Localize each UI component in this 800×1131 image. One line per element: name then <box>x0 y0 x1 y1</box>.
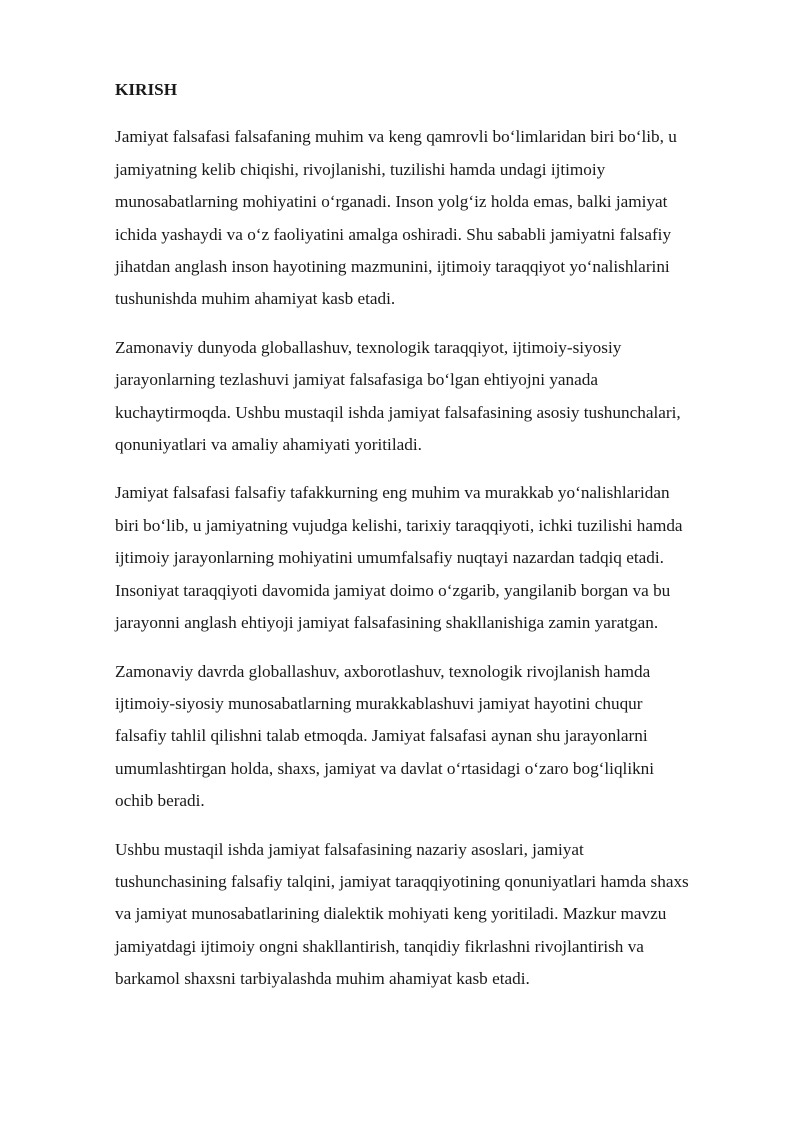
text-line: falsafiy tahlil qilishni talab etmoqda. Jamiyat falsafasi aynan shu jarayonlarni <box>115 726 648 746</box>
text-line: jihatdan anglash inson hayotining mazmunini, ijtimoiy taraqqiyot yoʻnalishlarini <box>115 257 670 277</box>
paragraph-3 <box>115 477 755 639</box>
text-line: jarayonlarning tezlashuvi jamiyat falsafasiga boʻlgan ehtiyojni yanada <box>115 370 598 390</box>
text-line: ijtimoiy jarayonlarning mohiyatini umumfalsafiy nuqtayi nazardan tadqiq etadi. <box>115 548 664 568</box>
text-line: Jamiyat falsafasi falsafaning muhim va keng qamrovli boʻlimlaridan biri boʻlib, u <box>115 127 677 147</box>
text-line: tushunishda muhim ahamiyat kasb etadi. <box>115 289 396 309</box>
text-line: qonuniyatlari va amaliy ahamiyati yoritiladi. <box>115 435 422 455</box>
text-line: Zamonaviy davrda globallashuv, axborotlashuv, texnologik rivojlanish hamda <box>115 661 651 681</box>
text-line: munosabatlarning mohiyatini oʻrganadi. Inson yolgʻiz holda emas, balki jamiyat <box>115 192 668 212</box>
text-line: barkamol shaxsni tarbiyalashda muhim ahamiyat kasb etadi. <box>115 969 530 989</box>
text-line: Ushbu mustaqil ishda jamiyat falsafasining nazariy asoslari, jamiyat <box>115 839 584 859</box>
paragraph-2 <box>115 332 755 462</box>
text-line: jamiyatning kelib chiqishi, rivojlanishi, tuzilishi hamda undagi ijtimoiy <box>115 159 606 179</box>
text-line: kuchaytirmoqda. Ushbu mustaqil ishda jamiyat falsafasining asosiy tushunchalari, <box>115 402 681 422</box>
paragraph-1 <box>115 121 755 315</box>
text-line: ochib beradi. <box>115 791 205 811</box>
text-line: va jamiyat munosabatlarining dialektik mohiyati keng yoritiladi. Mazkur mavzu <box>115 904 667 924</box>
text-line: jarayonni anglash ehtiyoji jamiyat falsafasining shakllanishiga zamin yaratgan. <box>115 613 659 633</box>
text-line: biri boʻlib, u jamiyatning vujudga kelishi, tarixiy taraqqiyoti, ichki tuzilishi hamda <box>115 515 683 535</box>
text-line: tushunchasining falsafiy talqini, jamiyat taraqqiyotining qonuniyatlari hamda shaxs <box>115 871 689 891</box>
text-line: ichida yashaydi va oʻz faoliyatini amalga oshiradi. Shu sababli jamiyatni falsafiy <box>115 224 672 244</box>
text-line: umumlashtirgan holda, shaxs, jamiyat va davlat oʻrtasidagi oʻzaro bogʻliqlikni <box>115 758 655 778</box>
document-body <box>115 74 755 1012</box>
text-line: ijtimoiy-siyosiy munosabatlarning murakkablashuvi jamiyat hayotini chuqur <box>115 693 643 713</box>
section-heading: KIRISH <box>115 80 178 99</box>
text-line: Insoniyat taraqqiyoti davomida jamiyat doimo oʻzgarib, yangilanib borgan va bu <box>115 580 671 600</box>
text-line: jamiyatdagi ijtimoiy ongni shakllantirish, tanqidiy fikrlashni rivojlantirish va <box>115 936 644 956</box>
text-line: Jamiyat falsafasi falsafiy tafakkurning eng muhim va murakkab yoʻnalishlaridan <box>115 483 670 503</box>
text-line: Zamonaviy dunyoda globallashuv, texnologik taraqqiyot, ijtimoiy-siyosiy <box>115 337 622 357</box>
paragraph-4 <box>115 656 755 818</box>
paragraph-5 <box>115 834 755 996</box>
